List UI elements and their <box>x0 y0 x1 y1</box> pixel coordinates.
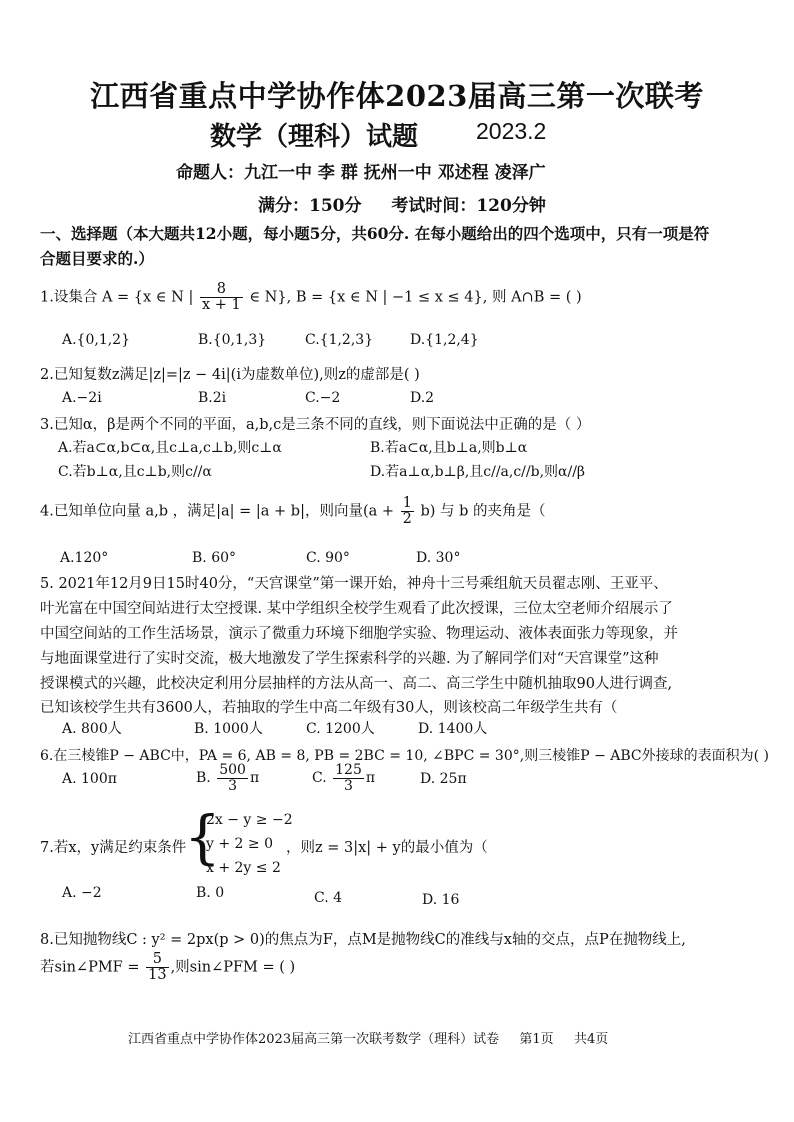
question-8-line-2: 若sin∠PMF = $\frac{5}{13}$ ,则sin∠PFM = ( ) <box>40 951 296 984</box>
question-6: 6.在三棱锥P − ABC中，PA = 6, AB = 8, PB = 2BC = 10, ∠BPC = 30°,则三棱锥P − ABC外接球的表面积为( ) <box>40 748 769 764</box>
question-1: 1.设集合 A = {x ∈ N | $\frac{8}{x + 1}$ ∈ N}, B = {x ∈ N | −1 ≤ x ≤ 4}, 则 A∩B = ( ) <box>40 281 582 314</box>
question-7-suffix: ，则z = 3|x| + y的最小值为（ <box>286 840 488 856</box>
section-heading-line1: 一、选择题（本大题共12小题，每小题5分，共60分. 在每小题给出的四个选项中，只有一项是符 <box>40 224 710 243</box>
exam-subtitle: 数学（理科）试题 <box>210 122 419 152</box>
footer-page: 第1页 <box>519 1032 554 1047</box>
q1-option-a: A.{0,1,2} <box>62 332 130 348</box>
question-4: 4.已知单位向量 a,b ，满足|a| = |a + b|，则向量(a + $\frac{1}{2}$ b) 与 b 的夹角是（ <box>40 495 546 528</box>
score-time-line <box>258 191 546 216</box>
q3-option-a: A.若a⊂α,b⊂α,且c⊥a,c⊥b,则c⊥α <box>58 440 282 456</box>
constraint-brace: { <box>184 803 221 871</box>
q5-option-a: A. 800人 <box>62 721 122 737</box>
exam-title: 江西省重点中学协作体2023届高三第一次联考 <box>90 79 704 113</box>
constraint-2: y + 2 ≥ 0 <box>206 836 273 852</box>
q2-option-b: B.2i <box>198 390 227 406</box>
question-5-line-3: 中国空间站的工作生活场景，演示了微重力环境下细胞学实验、物理运动、液体表面张力等现象，并 <box>40 626 678 642</box>
section-heading-line2: 合题目要求的.） <box>40 249 154 268</box>
question-3: 3.已知α，β是两个不同的平面，a,b,c是三条不同的直线，则下面说法中正确的是（ ） <box>40 417 591 433</box>
q3-option-b: B.若a⊂α,且b⊥a,则b⊥α <box>370 440 528 456</box>
q4-option-a: A.120° <box>60 550 109 566</box>
q7-option-c: C. 4 <box>314 890 343 906</box>
q6-option-a: A. 100π <box>62 771 117 787</box>
q1-option-b: B.{0,1,3} <box>198 332 267 348</box>
question-7-prefix: 7.若x，y满足约束条件 <box>40 840 187 856</box>
fraction: $\frac{125}{3}$ <box>335 762 362 794</box>
fraction: $\frac{1}{2}$ <box>402 495 412 528</box>
q3-option-d: D.若a⊥α,b⊥β,且c//a,c//b,则α//β <box>370 464 586 480</box>
q5-option-d: D. 1400人 <box>418 721 488 737</box>
q1-option-c: C.{1,2,3} <box>305 332 374 348</box>
q2-option-a: A.−2i <box>62 390 102 406</box>
question-5-line-4: 与地面课堂进行了实时交流，极大地激发了学生探索科学的兴趣. 为了解同学们对“天宫课堂”这种 <box>40 651 659 667</box>
q4-option-d: D. 30° <box>416 550 461 566</box>
q2-option-d: D.2 <box>410 390 435 406</box>
footer-text: 江西省重点中学协作体2023届高三第一次联考数学（理科）试卷 <box>128 1032 500 1047</box>
q6-option-b: B. $\frac{500}{3}$ π <box>196 762 260 794</box>
question-5-line-6: 已知该校学生共有3600人，若抽取的学生中高二年级有30人，则该校高二年级学生共有（ <box>40 700 618 716</box>
fraction: $\frac{8}{x + 1}$ <box>201 281 241 314</box>
question-5-line-5: 授课模式的兴趣，此校决定利用分层抽样的方法从高一、高二、高三学生中随机抽取90人进行调查, <box>40 676 673 692</box>
page-footer <box>128 1028 608 1047</box>
footer-total: 共4页 <box>573 1032 609 1047</box>
q7-option-d: D. 16 <box>422 892 460 908</box>
question-5-line-2: 叶光富在中国空间站进行太空授课. 某中学组织全校学生观看了此次授课，三位太空老师介绍展示了 <box>40 601 673 617</box>
exam-date: 2023.2 <box>476 118 547 144</box>
fraction: $\frac{5}{13}$ <box>148 951 167 984</box>
constraint-3: x + 2y ≤ 2 <box>206 860 281 876</box>
q6-option-d: D. 25π <box>420 771 467 787</box>
q7-option-a: A. −2 <box>62 885 102 901</box>
q5-option-b: B. 1000人 <box>194 721 263 737</box>
q4-option-c: C. 90° <box>306 550 350 566</box>
constraint-1: 2x − y ≥ −2 <box>206 812 293 828</box>
q5-option-c: C. 1200人 <box>306 721 375 737</box>
q1-option-d: D.{1,2,4} <box>410 332 479 348</box>
question-5-line-1: 5. 2021年12月9日15时40分，“天宫课堂”第一课开始，神舟十三号乘组航天员翟志刚、王亚平、 <box>40 576 668 592</box>
question-2: 2.已知复数z满足|z|=|z − 4i|(i为虚数单位),则z的虚部是( ) <box>40 367 420 383</box>
exam-time: 考试时间：120分钟 <box>391 196 546 216</box>
question-8-line-1: 8.已知抛物线C : y² = 2px(p > 0)的焦点为F，点M是抛物线C的准线与x轴的交点，点P在抛物线上, <box>40 932 686 948</box>
q6-option-c: C. $\frac{125}{3}$ π <box>312 762 376 794</box>
fraction: $\frac{500}{3}$ <box>219 762 246 794</box>
exam-authors: 命题人：九江一中 李 群 抚州一中 邓述程 凌泽广 <box>176 163 546 183</box>
full-score: 满分：150分 <box>258 196 362 216</box>
q3-option-c: C.若b⊥α,且c⊥b,则c//α <box>58 464 212 480</box>
q7-option-b: B. 0 <box>196 885 225 901</box>
q4-option-b: B. 60° <box>192 550 237 566</box>
q2-option-c: C.−2 <box>305 390 341 406</box>
